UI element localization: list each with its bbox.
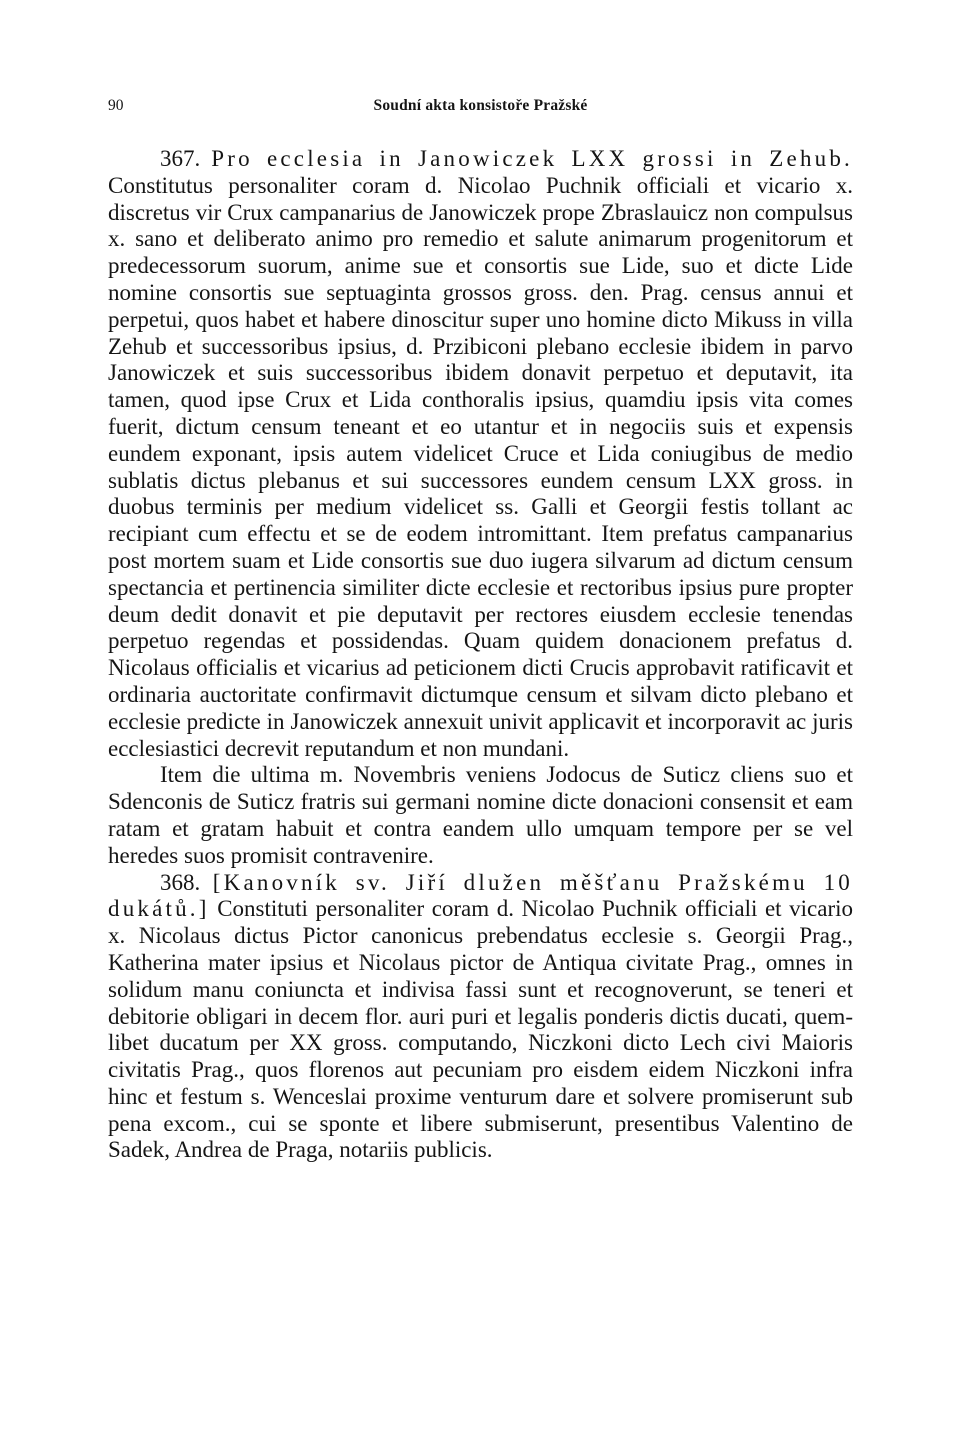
entry-heading: Pro ecclesia in Janowiczek LXX grossi in Zehub. — [211, 146, 854, 171]
entry-text: Constituti personaliter coram d. Nicolao Puchnik officiali et vicario x. Nicolaus dictus Pictor canonicus prebendatus ecclesie s. Georgii Prag., Katherina mater ipsius et Nicolaus pictor de Antiqua civitate Prag., omnes in solidum manu coniuncta et indivisa fassi sunt et recognoverunt, se teneri et debitorie obligari in decem flor. auri puri et legalis ponderis dictis ducati, quemlibet ducatum per XX gross. computando, Niczkoni dicto Lech civi Maioris civitatis Prag., quos florenos aut pecuniam pro eisdem eidem Niczkoni infra hinc et festum s. Wenceslai proxime venturum dare et solvere promiserunt sub pena excom., cui se sponte et libere submiserunt, presentibus Valentino de Sadek, Andrea de Praga, notariis publicis. — [108, 896, 853, 1163]
entry-368 — [108, 870, 853, 1165]
body-text — [108, 146, 853, 1164]
entry-number: 367. — [160, 146, 201, 171]
entry-text: Item die ultima m. Novembris veniens Jodocus de Suticz cliens suo et Sdenconis de Suticz fratris sui germani nomine dicte donacioni consensit et eam ratam et gratam habuit et contra eandem ullo umquam tempore per se vel heredes suos promisit contravenire. — [108, 762, 853, 868]
entry-number: 368. — [160, 869, 201, 895]
entry-367-addendum — [108, 762, 853, 869]
running-title: Soudní akta konsistoře Pražské — [373, 97, 588, 114]
running-head — [108, 94, 853, 118]
entry-367 — [108, 146, 853, 762]
entry-heading: [Kanovník sv. Jiří dlužen měšťanu Pražskému 10 dukátů.] — [108, 869, 853, 922]
page-number: 90 — [108, 97, 124, 114]
entry-text: Constitutus personaliter coram d. Nicolao Puchnik officiali et vicario x. discretus vir Crux campanarius de Janowiczek prope Zbraslauicz non compulsus x. sano et deliberato animo pro remedio et salute animarum progenitorum et predecessorum suorum, anime sue et consortis sue Lide, suo et dicte Lide nomine consortis sue septuaginta grossos gross. den. Prag. census annui et perpetui, quos habet et habere dinoscitur super uno homine dicto Mikuss in villa Zehub et successoribus ipsius, d. Przibiconi plebano ecclesie ibidem in parvo Janowiczek et suis successoribus ibidem donavit perpetuo et deputavit, ita tamen, quod ipse Crux et Lida conthoralis ipsius, quamdiu ipsis vita comes fuerit, dictum censum teneant et eo utantur et in negociis suis et expensis eundem exponant, ipsis autem videlicet Cruce et Lida coniugibus de medio sublatis dictus plebanus et sui successores eundem censum LXX gross. in duobus terminis per medium videlicet ss. Galli et Georgii festis tollant ac recipiant cum effectu et se de eodem intromittant. Item prefatus campanarius post mortem suam et Lide consortis sue duo iugera silvarum ad dictum censum spectancia et pertinencia similiter dicte ecclesie et rectoribus ipsius pure propter deum dedit donavit et pie deputavit per rectores eiusdem ecclesie tenendas perpetuo regendas et possidendas. Quam quidem donacionem prefatus d. Nicolaus officialis et vicarius ad peticionem dicti Crucis approbavit ratificavit et ordinaria auctoritate confirmavit dictumque censum et silvam dicto plebano et ecclesie predicte in Janowiczek annexuit univit applicavit et incorporavit ac juris ecclesiastici decrevit reputandum et non mundani. — [108, 172, 853, 761]
